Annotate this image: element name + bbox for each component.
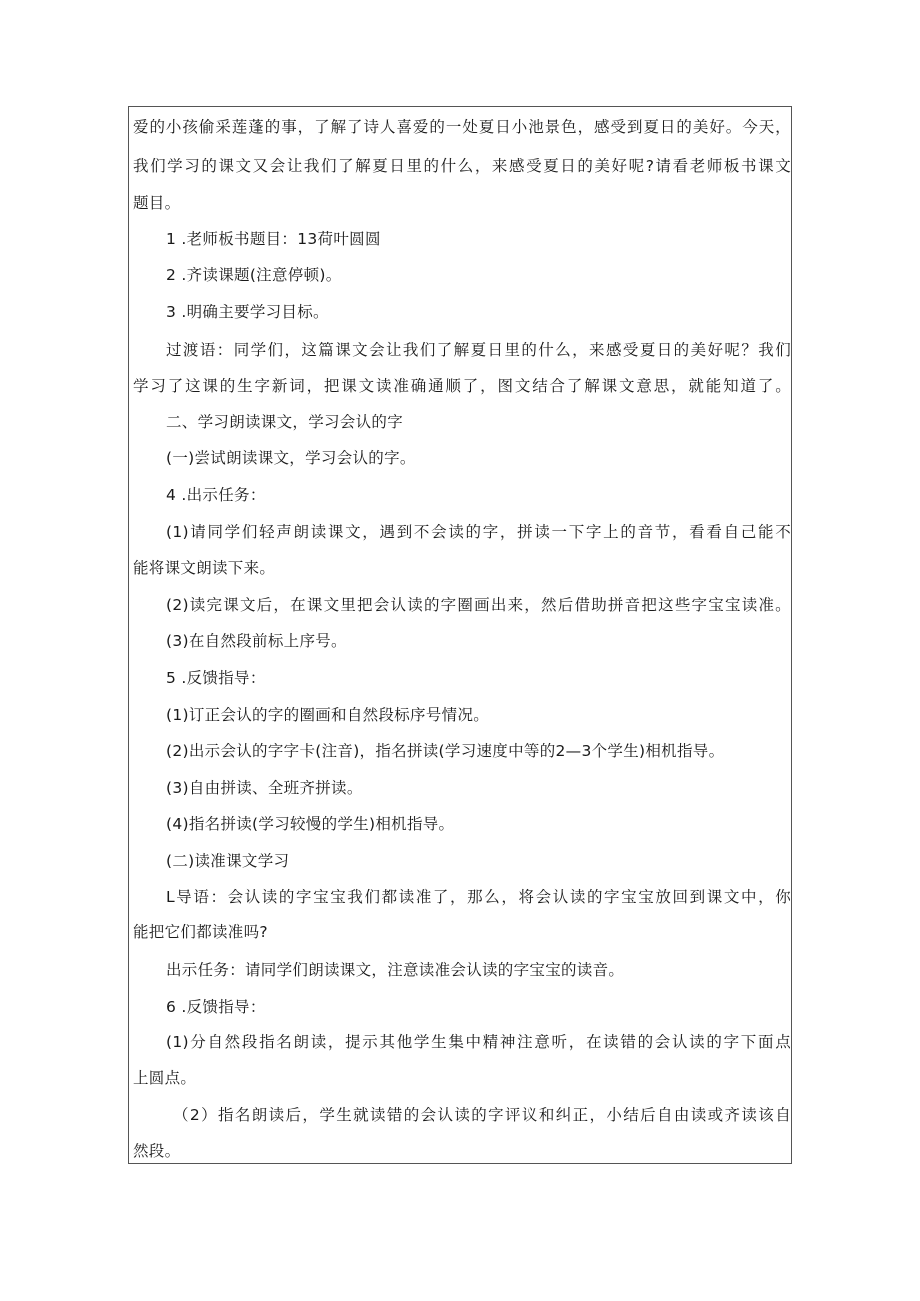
step-item: 6 .反馈指导： — [166, 998, 266, 1016]
step-item: 2 .齐读课题(注意停顿)。 — [166, 266, 342, 284]
paragraph-line: 爱的小孩偷采莲蓬的事，了解了诗人喜爱的一处夏日小池景色，感受到夏日的美好。今天， — [133, 118, 791, 136]
paragraph-line: 过渡语：同学们，这篇课文会让我们了解夏日里的什么，来感受夏日的美好呢？我们 — [166, 341, 791, 359]
paragraph-line: (2)读完课文后，在课文里把会认读的字圈画出来，然后借助拼音把这些字宝宝读准。 — [166, 596, 791, 614]
paragraph-line: 题目。 — [133, 194, 181, 212]
step-item: 3 .明确主要学习目标。 — [166, 303, 329, 321]
list-item: (4)指名拼读(学习较慢的学生)相机指导。 — [166, 815, 455, 833]
step-item: 4 .出示任务： — [166, 486, 266, 504]
paragraph-line: 出示任务：请同学们朗读课文，注意读准会认读的字宝宝的读音。 — [166, 961, 625, 979]
paragraph-line: 学习了这课的生字新词，把课文读准确通顺了，图文结合了解课文意思，就能知道了。 — [133, 377, 791, 395]
paragraph-line: 然段。 — [133, 1142, 181, 1160]
paragraph-line: L导语：会认读的字宝宝我们都读准了，那么，将会认读的字宝宝放回到课文中，你 — [166, 888, 791, 906]
step-item: 5 .反馈指导： — [166, 669, 266, 687]
paragraph-line: 能将课文朗读下来。 — [133, 559, 276, 577]
list-item: (3)在自然段前标上序号。 — [166, 632, 347, 650]
paragraph-line: (1)分自然段指名朗读，提示其他学生集中精神注意听，在读错的会认读的字下面点 — [166, 1033, 791, 1051]
list-item: (3)自由拼读、全班齐拼读。 — [166, 779, 363, 797]
subsection-heading: (一)尝试朗读课文，学习会认的字。 — [166, 449, 416, 467]
paragraph-line: （2）指名朗读后，学生就读错的会认读的字评议和纠正，小结后自由读或齐读该自 — [173, 1106, 791, 1124]
section-heading: 二、学习朗读课文，学习会认的字 — [166, 413, 404, 431]
list-item: (1)订正会认的字的圈画和自然段标序号情况。 — [166, 706, 490, 724]
subsection-heading: (二)读准课文学习 — [166, 852, 290, 870]
list-item: (2)出示会认的字字卡(注音)，指名拼读(学习速度中等的2—3个学生)相机指导。 — [166, 742, 725, 760]
paragraph-line: 上圆点。 — [133, 1069, 197, 1087]
paragraph-line: 我们学习的课文又会让我们了解夏日里的什么，来感受夏日的美好呢?请看老师板书课文 — [133, 157, 791, 175]
step-item: 1 .老师板书题目：13荷叶圆圆 — [166, 230, 381, 248]
paragraph-line: (1)请同学们轻声朗读课文，遇到不会读的字，拼读一下字上的音节，看看自己能不 — [166, 523, 791, 541]
paragraph-line: 能把它们都读准吗? — [133, 923, 268, 941]
